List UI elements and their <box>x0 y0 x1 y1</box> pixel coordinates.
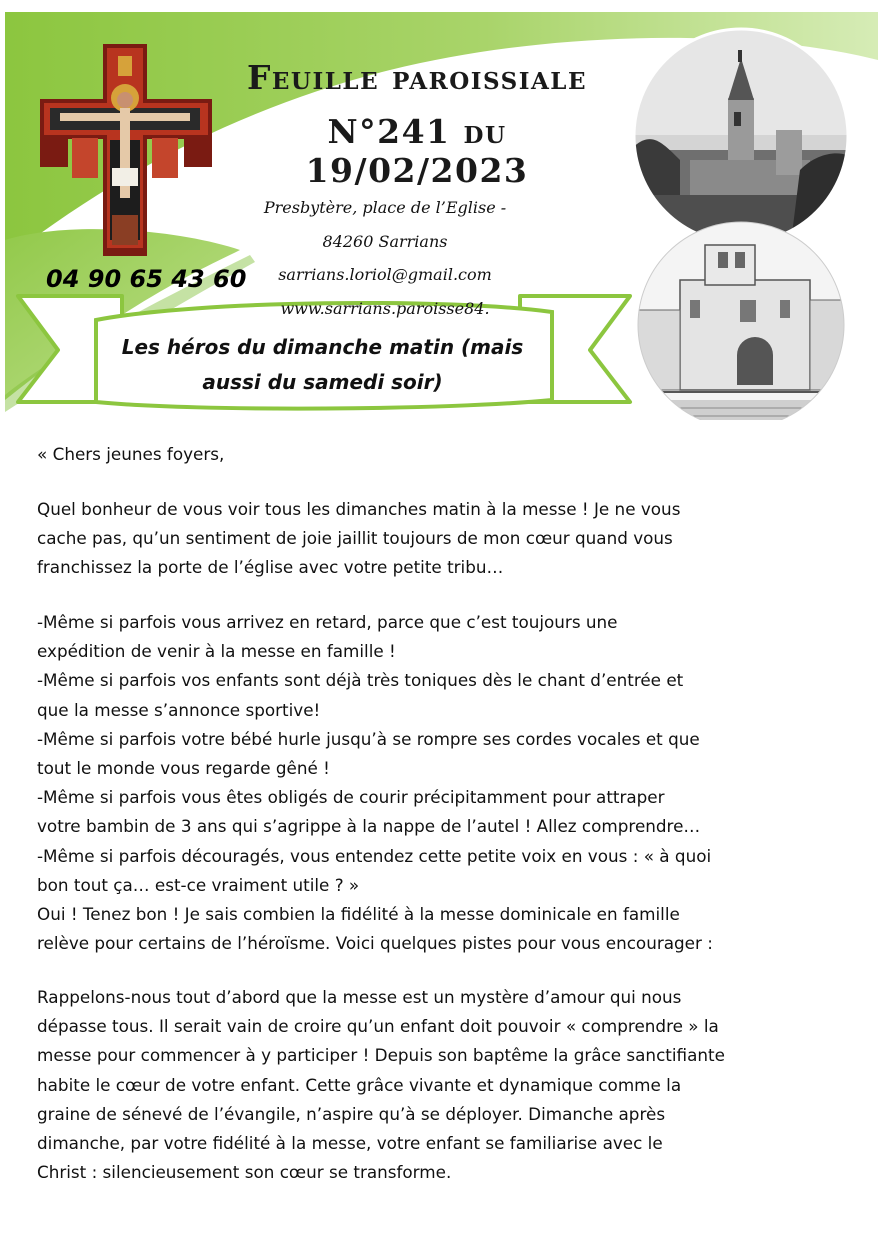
text-line: -Même si parfois vos enfants sont déjà très toniques dès le chant d’entrée et <box>37 670 684 691</box>
text-line: expédition de venir à la messe en famille ! <box>37 641 396 662</box>
text-line: -Même si parfois vous arrivez en retard, parce que c’est toujours une <box>37 612 618 632</box>
paragraph-intro <box>37 495 852 583</box>
text-line: Quel bonheur de vous voir tous les dimanches matin à la messe ! Je ne vous <box>37 499 681 519</box>
letter-greeting: « Chers jeunes foyers, <box>37 444 225 464</box>
text-line: franchissez la porte de l’église avec votre petite tribu… <box>37 557 504 578</box>
website-link[interactable]: www.sarrians.paroisse84. <box>280 299 490 318</box>
text-line: Rappelons-nous tout d’abord que la messe est un mystère d’amour qui nous <box>37 987 682 1007</box>
text-line: -Même si parfois vous êtes obligés de courir précipitamment pour attraper <box>37 787 665 808</box>
text-line: habite le cœur de votre enfant. Cette grâce vivante et dynamique comme la <box>37 1074 682 1095</box>
text-line: -Même si parfois découragés, vous entendez cette petite voix en vous : « à quoi <box>37 845 712 866</box>
text-line: cache pas, qu’un sentiment de joie jaillit toujours de mon cœur quand vous <box>37 528 673 549</box>
church-bell-tower-photo <box>630 25 855 250</box>
text-line: -Même si parfois votre bébé hurle jusqu’à se rompre ses cordes vocales et que <box>37 728 700 749</box>
paragraph-even-if-list <box>37 608 852 958</box>
bulletin-title: Feuille paroissiale <box>246 58 588 97</box>
text-line: relève pour certains de l’héroïsme. Voici quelques pistes pour vous encourager : <box>37 933 713 954</box>
text-line: tout le monde vous regarde gêné ! <box>37 758 330 779</box>
text-line: bon tout ça… est-ce vraiment utile ? » <box>37 874 360 895</box>
postal-address: 84260 Sarrians <box>322 232 448 251</box>
text-line: messe pour commencer à y participer ! Depuis son baptême la grâce sanctifiante <box>37 1045 725 1066</box>
text-line: Christ : silencieusement son cœur se transforme. <box>37 1162 452 1183</box>
text-line: Oui ! Tenez bon ! Je sais combien la fidélité à la messe dominicale en famille <box>37 904 680 925</box>
text-line: votre bambin de 3 ans qui s’agrippe à la nappe de l’autel ! Allez comprendre… <box>37 816 701 837</box>
phone-number: 04 90 65 43 60 <box>46 265 247 293</box>
text-line: dépasse tous. Il serait vain de croire qu’un enfant doit pouvoir « comprendre » la <box>37 1016 719 1037</box>
text-line: que la messe s’annonce sportive! <box>37 699 321 720</box>
email-link[interactable]: sarrians.loriol@gmail.com <box>278 265 492 284</box>
article-title: Les héros du dimanche matin (mais aussi du samedi soir) <box>121 335 524 394</box>
presbytery-address: Presbytère, place de l’Eglise - <box>263 198 507 217</box>
text-line: graine de sénevé de l’évangile, n’aspire qu’à se déployer. Dimanche après <box>37 1103 666 1124</box>
bulletin-issue-date: N°241 du 19/02/2023 <box>305 112 529 190</box>
text-line: dimanche, par votre fidélité à la messe, votre enfant se familiarise avec le <box>37 1133 663 1154</box>
paragraph-mystery <box>37 983 852 1187</box>
